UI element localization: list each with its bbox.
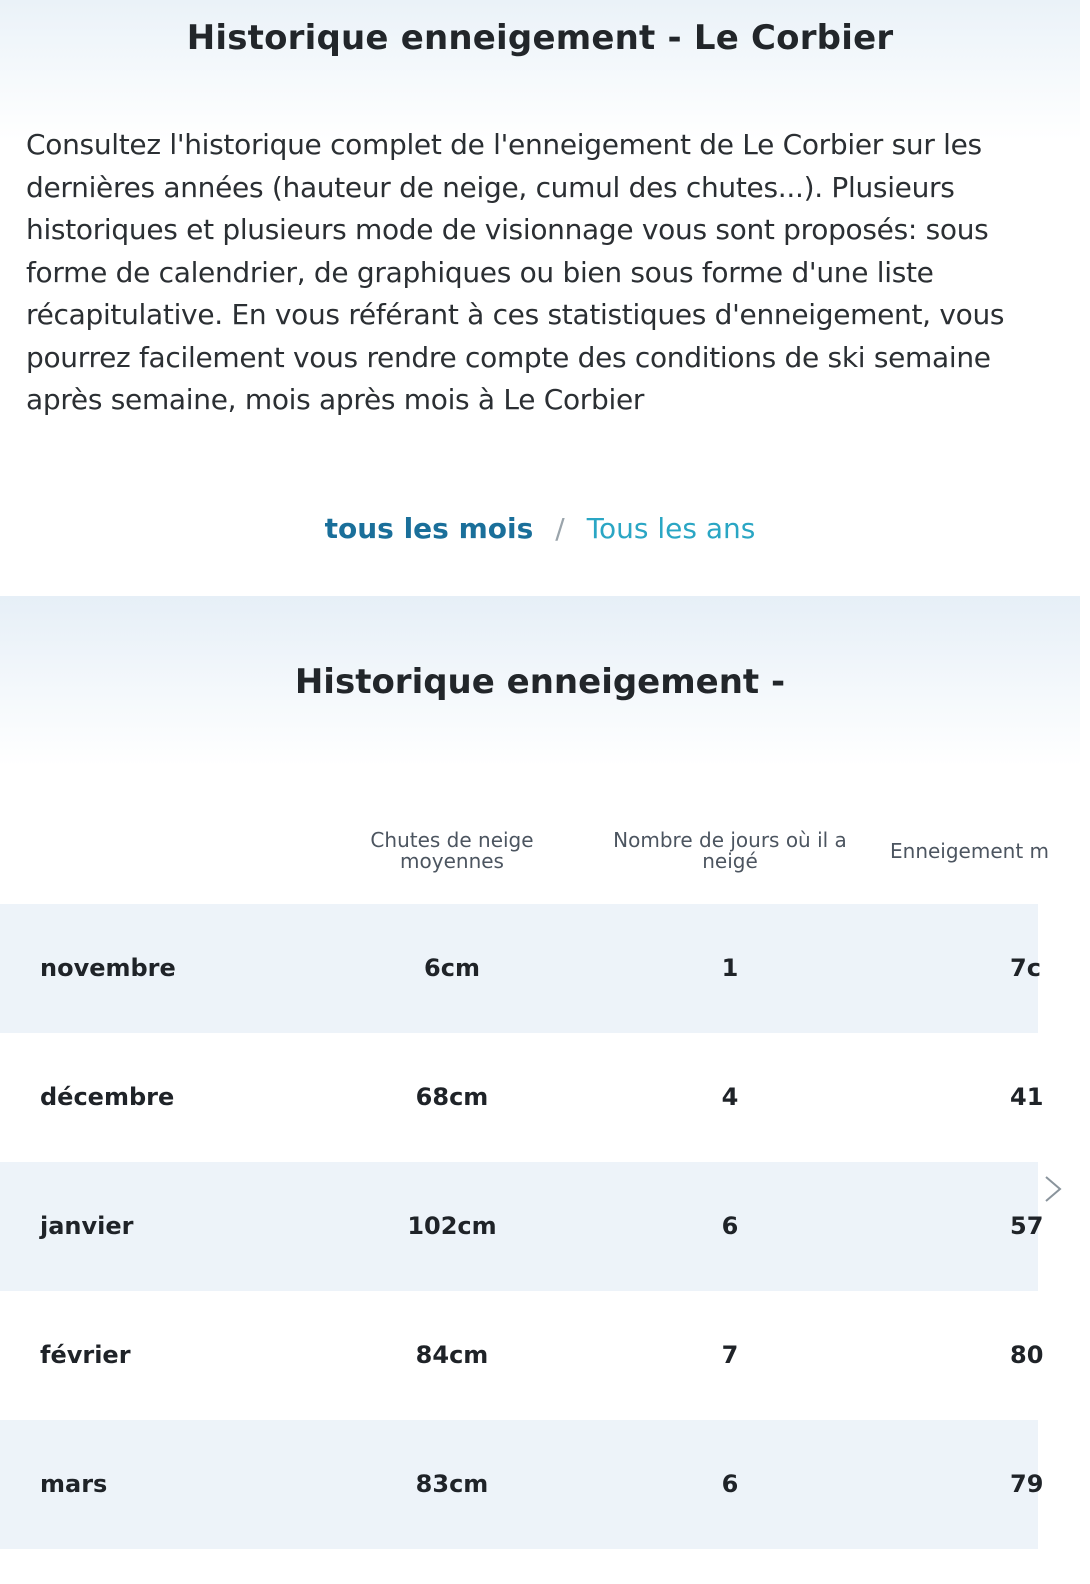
page-title: Historique enneigement - Le Corbier (186, 18, 894, 58)
row-snow-depth: 79 (1010, 1470, 1044, 1498)
row-month: novembre (40, 954, 176, 982)
column-header-snow-depth: Enneigement m (890, 839, 1049, 863)
row-snowfall: 68cm (415, 1083, 489, 1111)
column-header-snowfall: Chutes de neige moyennes (370, 828, 534, 873)
history-section (0, 596, 1080, 1584)
column-header-snow-days: Nombre de jours où il a neigé (613, 828, 847, 873)
row-snowfall: 83cm (415, 1470, 489, 1498)
tab-yearly[interactable]: Tous les ans (586, 512, 756, 545)
table-row (0, 1162, 1044, 1291)
row-snow-depth: 57 (1010, 1212, 1044, 1240)
switcher-separator: / (555, 512, 565, 545)
table-row (0, 1033, 1044, 1162)
row-snow-depth: 7c (1010, 954, 1041, 982)
intro-paragraph: Consultez l'historique complet de l'enneigement de Le Corbier sur les dernières années (hauteur de neige, cumul des chutes...). Plusieurs historiques et plusieurs mode de visionnage vous sont proposés: sous forme de calendrier, de graphiques ou bien sous forme d'une liste récapitulative. En vous référant à ces statistiques d'enneigement, vous pourrez facilement vous rendre compte des conditions de ski semaine après semaine, mois après mois à Le Corbier (26, 128, 1005, 416)
view-switcher (0, 512, 1080, 545)
hero-section (0, 0, 1080, 596)
table-row (0, 904, 1041, 1033)
row-month: janvier (40, 1212, 134, 1240)
chevron-right-icon[interactable] (1038, 1172, 1068, 1206)
row-month: février (40, 1341, 131, 1369)
tab-monthly[interactable]: tous les mois (324, 512, 534, 545)
row-month: mars (40, 1470, 108, 1498)
history-table[interactable] (0, 820, 1049, 1584)
history-title: Historique enneigement - (294, 662, 786, 702)
table-row (0, 1291, 1044, 1420)
row-snow-days: 6 (721, 1212, 739, 1240)
row-snow-days: 7 (721, 1341, 739, 1369)
table-header (0, 820, 1049, 910)
row-snowfall: 84cm (415, 1341, 489, 1369)
row-month: décembre (40, 1083, 175, 1111)
row-snow-depth: 41 (1010, 1083, 1044, 1111)
table-row (0, 1420, 1044, 1549)
row-snowfall: 102cm (407, 1212, 497, 1240)
row-snowfall: 6cm (424, 954, 480, 982)
row-snow-days: 4 (721, 1083, 739, 1111)
row-snow-depth: 80 (1010, 1341, 1044, 1369)
row-snow-days: 6 (721, 1470, 739, 1498)
row-snow-days: 1 (721, 954, 739, 982)
